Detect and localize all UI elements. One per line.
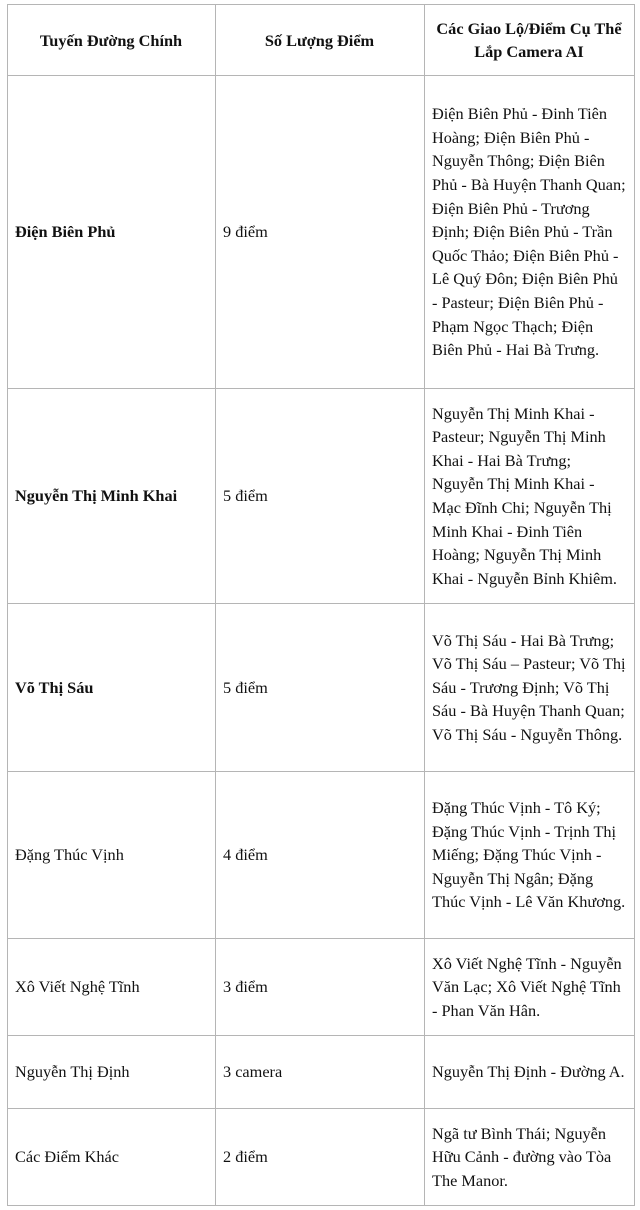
header-point-count: Số Lượng Điểm [216, 5, 425, 76]
point-count: 2 điểm [216, 1109, 425, 1206]
point-count: 5 điểm [216, 604, 425, 772]
location-list: Đặng Thúc Vịnh - Tô Ký; Đặng Thúc Vịnh - Trịnh Thị Miếng; Đặng Thúc Vịnh - Nguyễn Thị Ngân; Đặng Thúc Vịnh - Lê Văn Khương. [425, 772, 635, 939]
camera-locations-table [7, 4, 635, 1206]
table-row [8, 1036, 635, 1109]
point-count: 3 camera [216, 1036, 425, 1109]
table-row [8, 389, 635, 604]
road-name: Các Điểm Khác [8, 1109, 216, 1206]
table-row [8, 1109, 635, 1206]
table-header-row [8, 5, 635, 76]
location-list: Nguyễn Thị Minh Khai - Pasteur; Nguyễn Thị Minh Khai - Hai Bà Trưng; Nguyễn Thị Minh Khai - Mạc Đĩnh Chi; Nguyễn Thị Minh Khai - Đinh Tiên Hoàng; Nguyễn Thị Minh Khai - Nguyễn Bỉnh Khiêm. [425, 389, 635, 604]
location-list: Võ Thị Sáu - Hai Bà Trưng; Võ Thị Sáu – Pasteur; Võ Thị Sáu - Trương Định; Võ Thị Sáu - Bà Huyện Thanh Quan; Võ Thị Sáu - Nguyễn Thông. [425, 604, 635, 772]
location-list: Điện Biên Phủ - Đinh Tiên Hoàng; Điện Biên Phủ - Nguyễn Thông; Điện Biên Phủ - Bà Huyện Thanh Quan; Điện Biên Phủ - Trương Định; Điện Biên Phủ - Trần Quốc Thảo; Điện Biên Phủ - Lê Quý Đôn; Điện Biên Phủ - Pasteur; Điện Biên Phủ - Phạm Ngọc Thạch; Điện Biên Phủ - Hai Bà Trưng. [425, 76, 635, 389]
point-count: 3 điểm [216, 939, 425, 1036]
point-count: 4 điểm [216, 772, 425, 939]
location-list: Ngã tư Bình Thái; Nguyễn Hữu Cảnh - đường vào Tòa The Manor. [425, 1109, 635, 1206]
header-main-road: Tuyến Đường Chính [8, 5, 216, 76]
point-count: 9 điểm [216, 76, 425, 389]
table-row [8, 604, 635, 772]
table-row [8, 939, 635, 1036]
location-list: Xô Viết Nghệ Tĩnh - Nguyễn Văn Lạc; Xô Viết Nghệ Tĩnh - Phan Văn Hân. [425, 939, 635, 1036]
road-name: Nguyễn Thị Minh Khai [8, 389, 216, 604]
header-locations: Các Giao Lộ/Điểm Cụ Thể Lắp Camera AI [425, 5, 635, 76]
table-row [8, 76, 635, 389]
road-name: Điện Biên Phủ [8, 76, 216, 389]
road-name: Đặng Thúc Vịnh [8, 772, 216, 939]
point-count: 5 điểm [216, 389, 425, 604]
table-row [8, 772, 635, 939]
road-name: Võ Thị Sáu [8, 604, 216, 772]
location-list: Nguyễn Thị Định - Đường A. [425, 1036, 635, 1109]
road-name: Xô Viết Nghệ Tĩnh [8, 939, 216, 1036]
road-name: Nguyễn Thị Định [8, 1036, 216, 1109]
